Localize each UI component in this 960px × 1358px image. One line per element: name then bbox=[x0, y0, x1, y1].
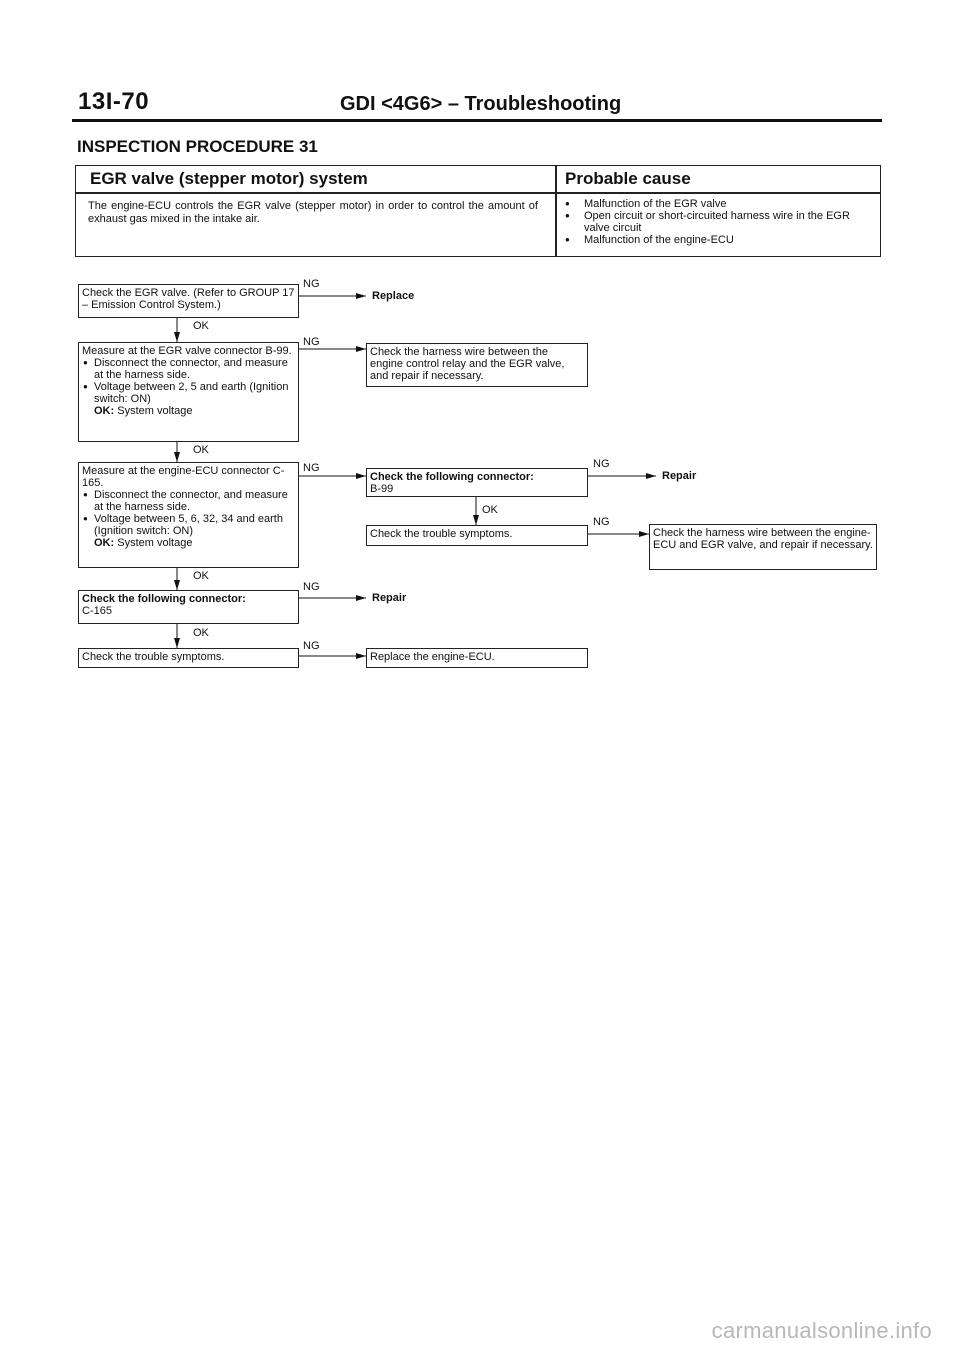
ok-label: OK bbox=[193, 570, 209, 582]
step-bullet: ● Voltage between 5, 6, 32, 34 and earth (Ignition switch: ON) bbox=[82, 513, 295, 537]
ok-label: OK bbox=[193, 444, 209, 456]
page-number: 13I-70 bbox=[78, 88, 150, 115]
header-rule bbox=[72, 119, 882, 122]
info-table-divider bbox=[555, 165, 557, 257]
ok-label: OK bbox=[193, 320, 209, 332]
watermark: carmanualsonline.info bbox=[711, 1318, 932, 1343]
ok-label: OK bbox=[193, 627, 209, 639]
step-text: Check the following connector: bbox=[370, 471, 534, 483]
info-table-divider bbox=[75, 192, 881, 194]
ok-criteria-label: OK: bbox=[94, 405, 115, 417]
system-description: The engine-ECU controls the EGR valve (stepper motor) in order to control the amount of exhaust gas mixed in the intake air. bbox=[88, 200, 538, 225]
step-text: Check the following connector: bbox=[82, 593, 246, 605]
step-text: Check the harness wire between the engine control relay and the EGR valve, and repair if necessary. bbox=[370, 346, 565, 382]
step-text: Check the trouble symptoms. bbox=[370, 528, 513, 540]
ng-label: NG bbox=[303, 278, 320, 290]
probable-cause-list bbox=[564, 198, 876, 246]
step-text: Check the EGR valve. (Refer to GROUP 17 – Emission Control System.) bbox=[82, 287, 295, 311]
flow-step-measure-egr-connector bbox=[78, 342, 299, 442]
step-text: Check the harness wire between the engine-ECU and EGR valve, and repair if necessary. bbox=[653, 527, 873, 551]
step-bullet: ● Disconnect the connector, and measure at the harness side. bbox=[82, 489, 295, 513]
flow-result-replace-ecu bbox=[366, 648, 588, 668]
flow-step-check-connector-b99 bbox=[366, 468, 588, 497]
flow-result-harness-check bbox=[366, 343, 588, 387]
system-heading: EGR valve (stepper motor) system bbox=[90, 169, 368, 188]
step-bullet: ● Disconnect the connector, and measure at the harness side. bbox=[82, 357, 295, 381]
flow-result-harness-ecu-egr bbox=[649, 524, 877, 570]
ng-label: NG bbox=[303, 581, 320, 593]
flow-step-measure-ecu-connector bbox=[78, 462, 299, 568]
flow-step-check-egr-valve bbox=[78, 284, 299, 318]
flow-step-check-trouble-symptoms bbox=[366, 525, 588, 546]
result-replace: Replace bbox=[372, 290, 415, 302]
step-text: Measure at the EGR valve connector B-99. bbox=[82, 345, 292, 357]
ng-label: NG bbox=[303, 462, 320, 474]
flow-step-check-connector-c165 bbox=[78, 590, 299, 624]
ng-label: NG bbox=[303, 640, 320, 652]
step-text: Measure at the engine-ECU connector C-165. bbox=[82, 465, 285, 489]
ok-label: OK bbox=[482, 504, 498, 516]
ng-label: NG bbox=[593, 458, 610, 470]
step-bullet: ● Voltage between 2, 5 and earth (Ignition switch: ON) bbox=[82, 381, 295, 405]
ng-label: NG bbox=[303, 336, 320, 348]
ok-criteria-label: OK: bbox=[94, 537, 115, 549]
page-title: GDI <4G6> – Troubleshooting bbox=[340, 93, 622, 115]
cause-item: ● Malfunction of the EGR valve bbox=[564, 198, 876, 210]
flow-step-final-trouble-symptoms bbox=[78, 648, 299, 668]
ok-criteria-value: System voltage bbox=[117, 405, 193, 417]
result-repair: Repair bbox=[372, 592, 407, 604]
connector-id: B-99 bbox=[370, 483, 394, 495]
cause-item: ● Malfunction of the engine-ECU bbox=[564, 234, 876, 246]
connector-id: C-165 bbox=[82, 605, 112, 617]
step-text: Check the trouble symptoms. bbox=[82, 651, 225, 663]
cause-item: ● Open circuit or short-circuited harness wire in the EGR valve circuit bbox=[564, 210, 876, 234]
result-repair: Repair bbox=[662, 470, 697, 482]
cause-heading: Probable cause bbox=[565, 169, 691, 188]
ok-criteria-value: System voltage bbox=[117, 537, 193, 549]
ng-label: NG bbox=[593, 516, 610, 528]
step-text: Replace the engine-ECU. bbox=[370, 651, 495, 663]
procedure-title: INSPECTION PROCEDURE 31 bbox=[77, 137, 318, 156]
